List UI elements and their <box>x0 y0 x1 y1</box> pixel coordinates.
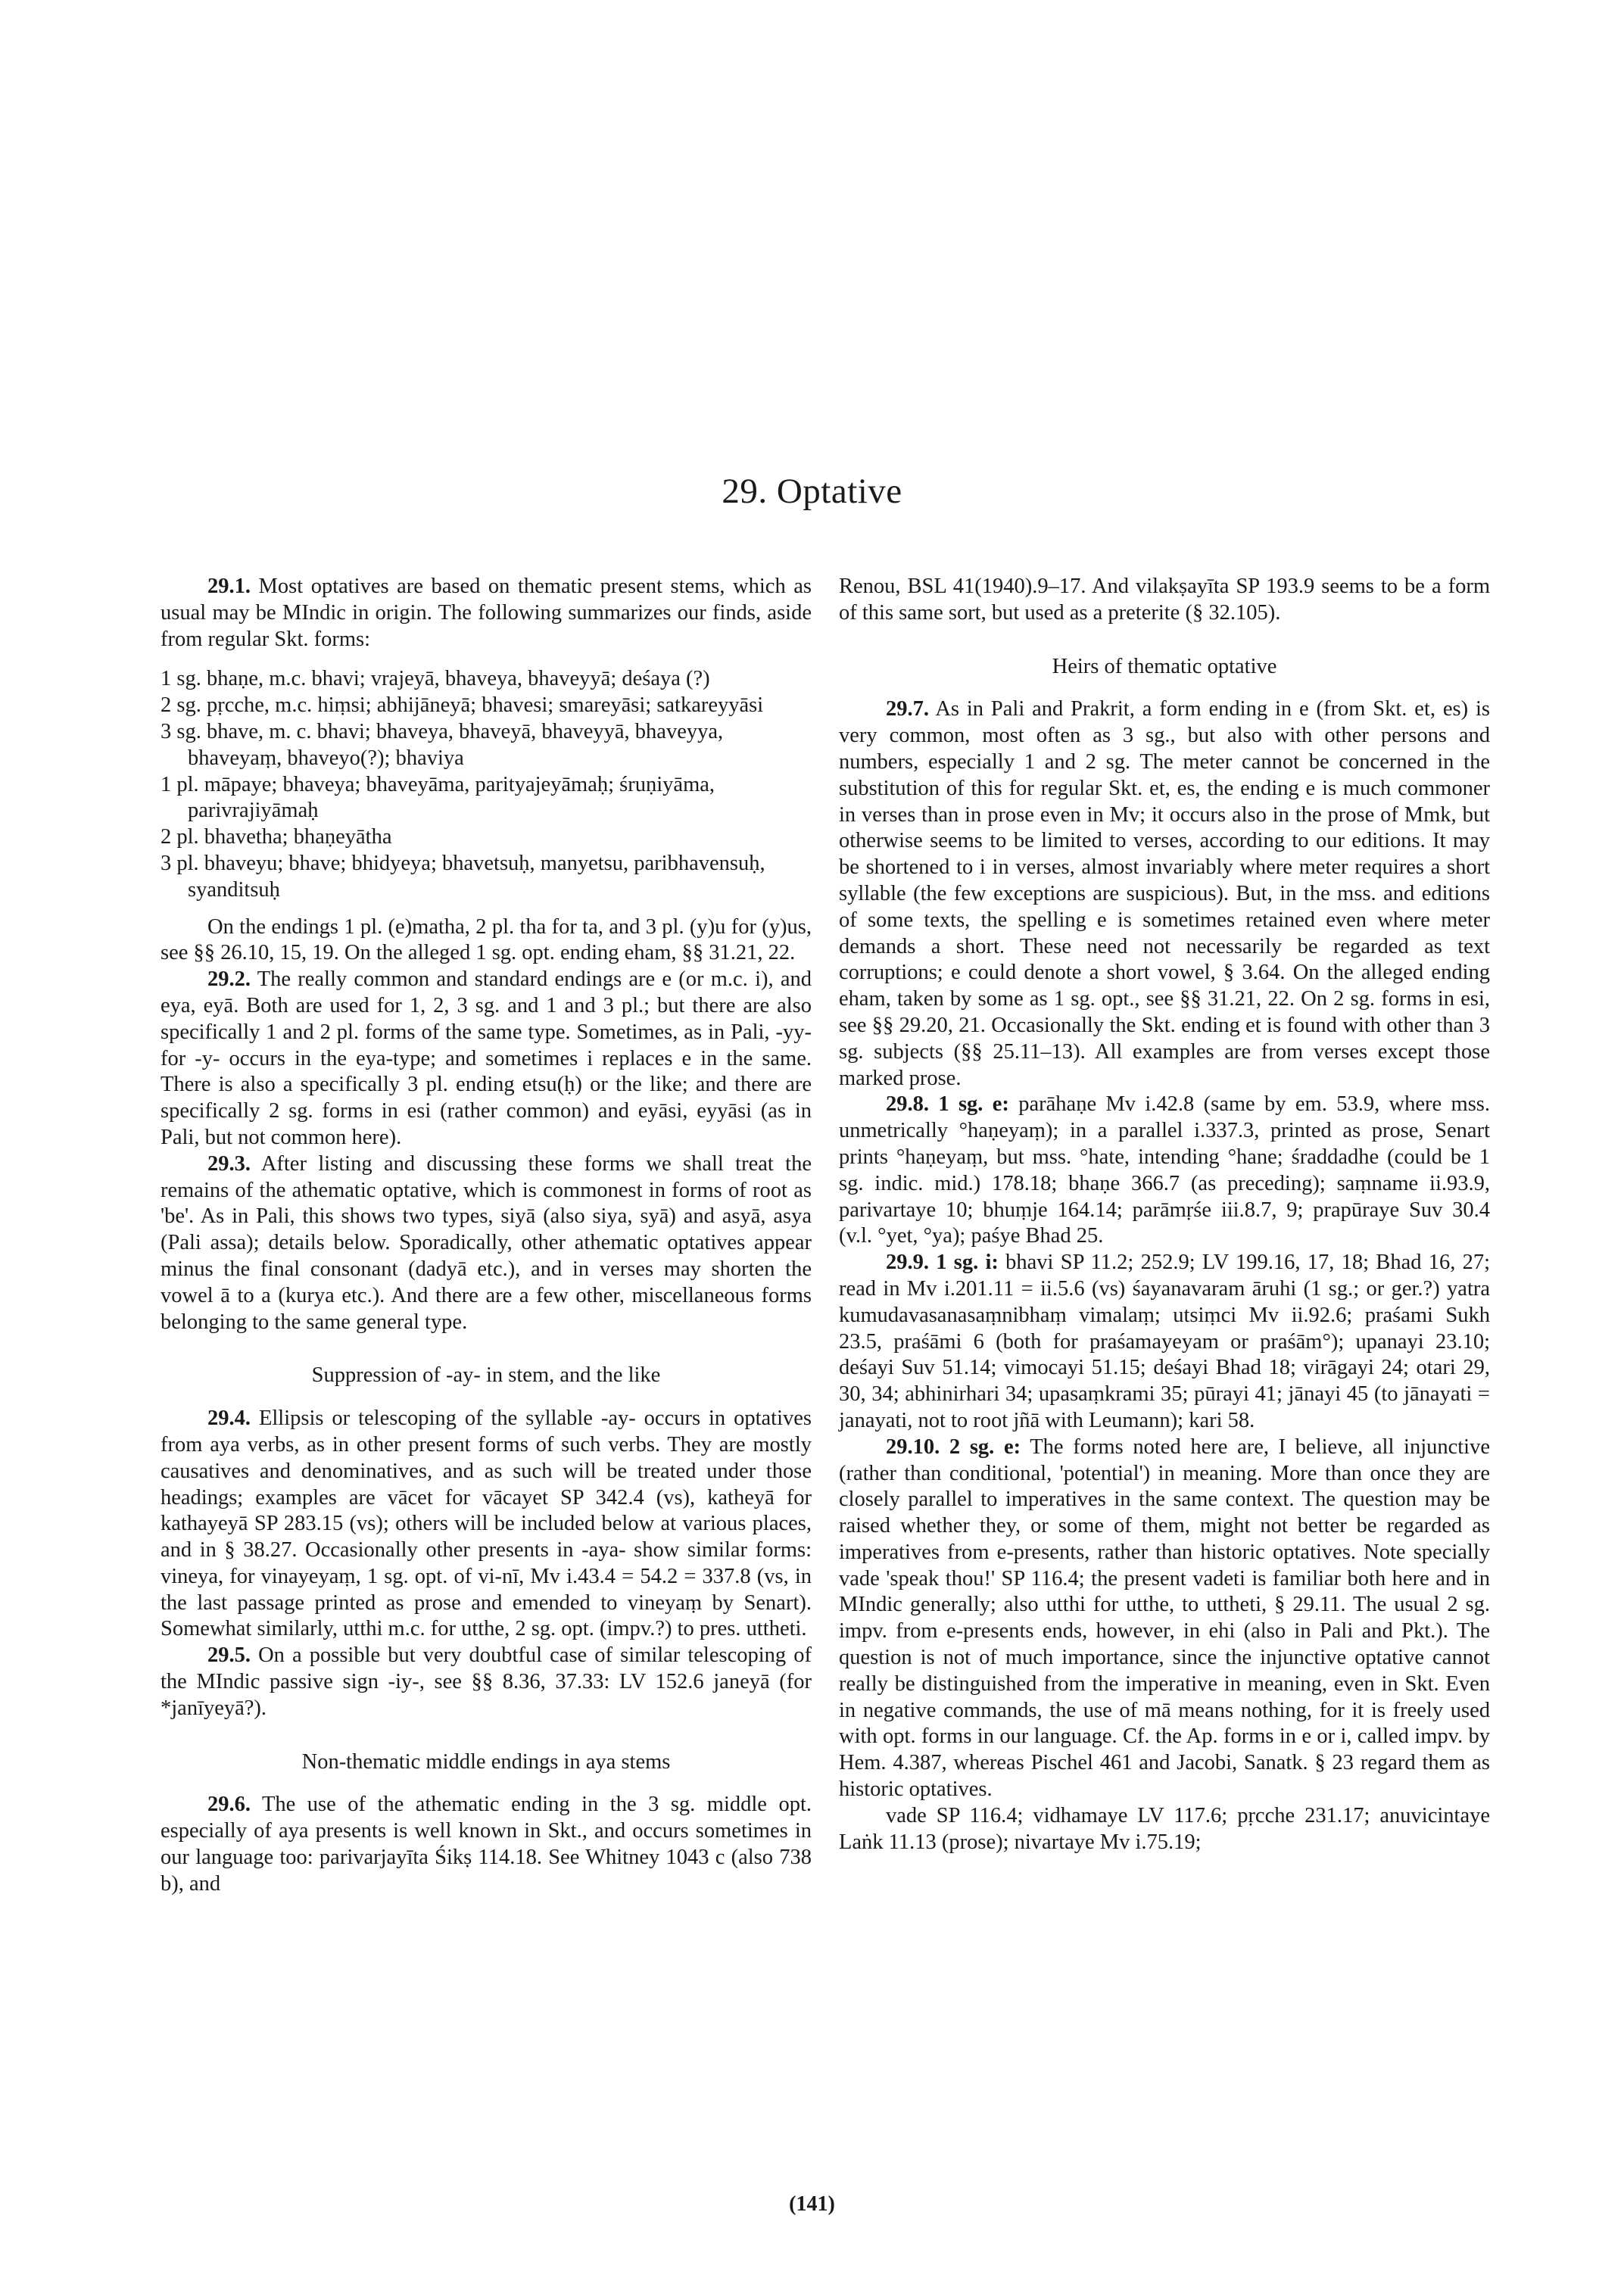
subheading-heirs: Heirs of thematic optative <box>1052 654 1277 678</box>
page-number: (141) <box>789 2192 835 2216</box>
paragraph-29-4 <box>161 1406 812 1643</box>
subheading-suppression: Suppression of -ay- in stem, and the like <box>311 1363 661 1388</box>
section-number: 29.8. 1 sg. e: <box>886 1092 1009 1117</box>
paragraph-29-1-endings: On the endings 1 pl. (e)matha, 2 pl. tha for ta, and 3 pl. (y)u for (y)us, see §§ 26.10, 15, 19. On the alleged 1 sg. opt. ending eham, §§ 31.21, 22. <box>161 914 812 965</box>
paragraph-text: parāhaṇe Mv i.42.8 (same by em. 53.9, where mss. unmetrically °haṇeyaṃ); in a parallel i.337.3, printed as prose, Senart prints °haṇeyaṃ, but mss. °hate, intending °hane; śraddadhe (could be 1 sg. indic. mid.) 178.18; bhaṇe 366.7 (as preceding); saṃname ii.93.9, parivartaye 10; bhuṃje 164.14; parāmṛśe iii.8.7, 9; prapūraye Suv 30.4 (v.l. °yet, °ya); paśye Bhad 25. <box>839 1092 1490 1248</box>
section-number: 29.2. <box>207 967 251 992</box>
chapter-title: 29. Optative <box>722 472 902 511</box>
section-number: 29.4. <box>207 1407 251 1431</box>
paragraph-29-10-examples: vade SP 116.4; vidhamaye LV 117.6; pṛcche 231.17; anuvicintaye Laṅk 11.13 (prose); nivartaye Mv i.75.19; <box>839 1803 1490 1854</box>
form-row-2pl: 2 pl. bhavetha; bhaṇeyātha <box>161 825 392 849</box>
paragraph-29-8 <box>839 1092 1490 1250</box>
paragraph-29-1 <box>161 574 812 653</box>
section-number: 29.6. <box>207 1793 251 1817</box>
left-column <box>161 574 812 1898</box>
section-number: 29.1. <box>207 575 251 598</box>
paragraph-text: The really common and standard endings are e (or m.c. i), and eya, eyā. Both are used for 1, 2, 3 sg. and 1 and 3 pl.; but there are also specifically 1 and 2 pl. forms of the same type. Sometimes, as in Pali, -yy- for -y- occurs in the eya-type; and sometimes i replaces e in the same. There is also a specifically 3 pl. ending etsu(ḥ) or the like; and there are specifically 2 sg. forms in esi (rather common) and eyāsi, eyyāsi (as in Pali, but not common here). <box>161 967 812 1149</box>
section-number: 29.3. <box>207 1151 251 1176</box>
section-number: 29.9. 1 sg. i: <box>886 1251 999 1275</box>
paragraph-text: bhavi SP 11.2; 252.9; LV 199.16, 17, 18; Bhad 16, 27; read in Mv i.201.11 = ii.5.6 (vs) śayanavaram āruhi (1 sg.; or ger.?) yatra kumudavasanasaṃnibhaṃ vimalaṃ; utsiṃci Mv ii.92.6; praśami Sukh 23.5, praśāmi 6 (both for praśamayeyam or praśām°); upanayi 23.10; deśayi Suv 51.14; vimocayi 51.15; deśayi Bhad 18; virāgayi 24; otari 29, 30, 34; abhinirhari 34; upasaṃkrami 35; pūrayi 41; jānayi 45 (to jānayati = janayati, not to root jñā with Leumann); kari 58. <box>839 1251 1491 1432</box>
form-row-3pl: 3 pl. bhaveyu; bhave; bhidyeya; bhavetsuḥ, manyetsu, paribhavensuḥ, syanditsuḥ <box>161 851 765 902</box>
right-column <box>839 574 1490 1855</box>
paragraph-text: Ellipsis or telescoping of the syllable -ay- occurs in optatives from aya verbs, as in other present forms of such verbs. They are mostly causatives and denominatives, and as such will be treated under those headings; examples are vācet for vācayet SP 342.4 (vs), katheyā for kathayeyā SP 283.15 (vs); others will be included below at various places, and in § 38.27. Occasionally other presents in -aya- show similar forms: vineya, for vinayeyaṃ, 1 sg. opt. of vi-nī, Mv i.43.4 = 54.2 = 337.8 (vs, in the last passage printed as prose and emended to vineyaṃ by Senart). Somewhat similarly, utthi m.c. for utthe, 2 sg. opt. (impv.?) to pres. uttheti. <box>161 1407 812 1641</box>
paragraph-text: The forms noted here are, I believe, all injunctive (rather than conditional, 'potential') in meaning. More than once they are closely parallel to imperatives in the same context. The question may be raised whether they, or some of them, might not better be regarded as imperatives from e-presents, rather than historic optatives. Note specially vade 'speak thou!' SP 116.4; the present vadeti is familiar both here and in MIndic generally; also utthi for utthe, to uttheti, § 29.11. The usual 2 sg. impv. from e-presents ends, however, in ehi (also in Pali and Pkt.). The question is not of much importance, since the injunctive optative cannot really be distinguished from the imperative in meaning, even in Skt. Even in negative commands, the use of mā means nothing, for it is freely used with opt. forms in our language. Cf. the Ap. forms in e or i, called impv. by Hem. 4.387, whereas Pischel 461 and Jacobi, Sanatk. § 23 regard them as historic optatives. <box>839 1435 1490 1802</box>
form-row-1pl: 1 pl. māpaye; bhaveya; bhaveyāma, parityajeyāmaḥ; śruṇiyāma, parivrajiyāmaḥ <box>161 772 715 823</box>
paragraph-text: Most optatives are based on thematic present stems, which as usual may be MIndic in origin. The following summarizes our finds, aside from regular Skt. forms: <box>161 575 812 651</box>
paragraph-text: The use of the athematic ending in the 3 sg. middle opt. especially of aya presents is well known in Skt., and occurs sometimes in our language too: parivarjayīta Śikṣ 114.18. See Whitney 1043 c (also 738 b), and <box>161 1793 812 1896</box>
paragraph-29-10 <box>839 1435 1490 1803</box>
form-row-2sg: 2 sg. pṛcche, m.c. hiṃsi; abhijāneyā; bhavesi; smareyāsi; satkareyyāsi <box>161 693 764 718</box>
paragraph-text: As in Pali and Prakrit, a form ending in e (from Skt. et, es) is very common, most often as 3 sg., but also with other persons and numbers, especially 1 and 2 sg. The meter cannot be concerned in the substitution of this for regular Skt. et, es, the ending e is much commoner in verses than in prose even in Mv; it occurs also in the prose of Mmk, but otherwise seems to be limited to verses, according to our editions. It may be shortened to i in verses, almost invariably where meter requires a short syllable (the few exceptions are suspicious). But, in the mss. and editions of some texts, the spelling e is sometimes retained even where meter demands a short. These need not necessarily be regarded as text corruptions; e could denote a short vowel, § 3.64. On the alleged ending eham, taken by some as 1 sg. opt., see §§ 31.21, 22. On 2 sg. forms in esi, see §§ 29.20, 21. Occasionally the Skt. ending et is found with other than 3 sg. subjects (§§ 25.11–13). All examples are from verses except those marked prose. <box>839 697 1490 1090</box>
paragraph-29-2 <box>161 967 812 1151</box>
paragraph-29-9 <box>839 1250 1490 1435</box>
paragraph-text: After listing and discussing these forms we shall treat the remains of the athematic optative, which is commonest in forms of root as 'be'. As in Pali, this shows two types, siyā (also siya, syā) and asyā, asya (Pali assa); details below. Sporadically, other athematic optatives appear minus the final consonant (dadyā etc.), and in verses may shorten the vowel ā to a (kurya etc.). And there are a few other, miscellaneous forms belonging to the same general type. <box>161 1151 812 1334</box>
section-number: 29.7. <box>886 697 929 721</box>
forms-list <box>161 666 812 903</box>
paragraph-29-3 <box>161 1151 812 1336</box>
section-number: 29.5. <box>207 1643 251 1668</box>
subheading-non-thematic: Non-thematic middle endings in aya stems <box>301 1749 671 1774</box>
paragraph-29-6 <box>161 1792 812 1897</box>
section-number: 29.10. 2 sg. e: <box>886 1435 1021 1459</box>
paragraph-text: On a possible but very doubtful case of similar telescoping of the MIndic passive sign -iy-, see §§ 8.36, 37.33: LV 152.6 janeyā (for *janīyeyā?). <box>161 1643 812 1720</box>
paragraph-29-5 <box>161 1643 812 1721</box>
form-row-3sg: 3 sg. bhave, m. c. bhavi; bhaveya, bhaveyā, bhaveyyā, bhaveyya, bhaveyaṃ, bhaveyo(?); bhaviya <box>161 719 724 770</box>
form-row-1sg: 1 sg. bhaṇe, m.c. bhavi; vrajeyā, bhaveya, bhaveyyā; deśaya (?) <box>161 667 710 691</box>
paragraph-29-7 <box>839 696 1490 1092</box>
paragraph-29-6-continued: Renou, BSL 41(1940).9–17. And vilakṣayīta SP 193.9 seems to be a form of this same sort, but used as a preterite (§ 32.105). <box>839 575 1490 625</box>
